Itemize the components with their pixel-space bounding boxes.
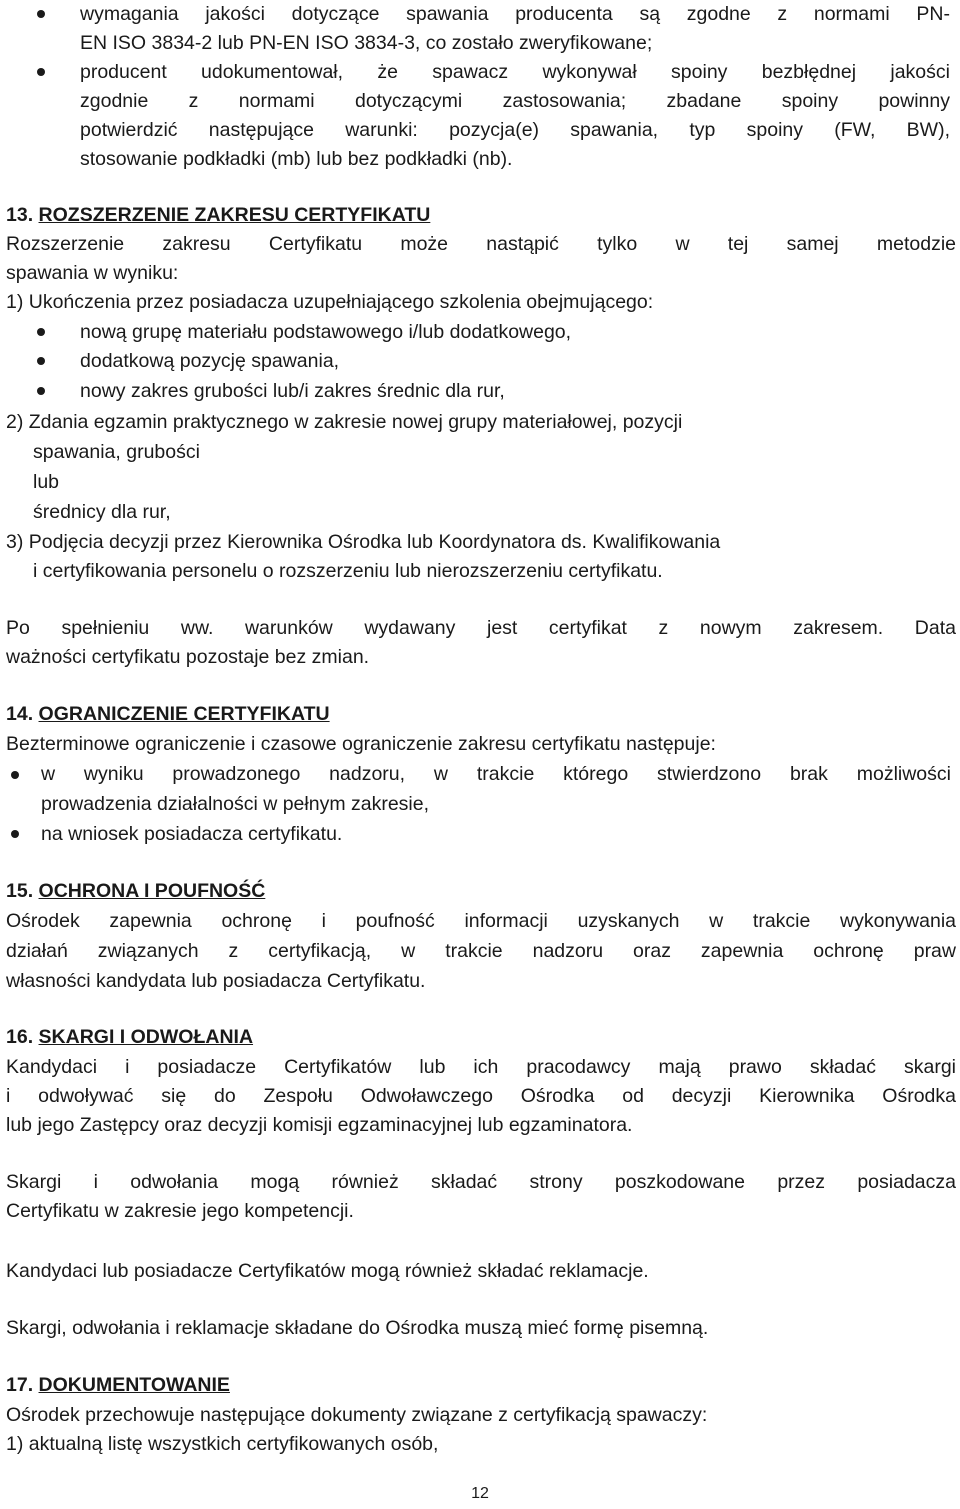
bullet-icon bbox=[37, 68, 45, 76]
list-item: na wniosek posiadacza certyfikatu. bbox=[41, 823, 343, 845]
text-line: producent udokumentował, że spawacz wykonywał spoiny bezbłędnej jakości bbox=[80, 61, 950, 83]
text-line: Bezterminowe ograniczenie i czasowe ograniczenie zakresu certyfikatu następuje: bbox=[6, 733, 716, 755]
text-line: ważności certyfikatu pozostaje bez zmian. bbox=[6, 646, 370, 668]
text-line: wymagania jakości dotyczące spawania producenta są zgodne z normami PN- bbox=[80, 3, 950, 25]
text-line: Skargi i odwołania mogą również składać strony poszkodowane przez posiadacza bbox=[6, 1171, 956, 1193]
text-line: Kandydaci lub posiadacze Certyfikatów mogą również składać reklamacje. bbox=[6, 1260, 649, 1282]
bullet-icon bbox=[37, 328, 45, 336]
section-number: 16. bbox=[6, 1026, 34, 1048]
text-line: Kandydaci i posiadacze Certyfikatów lub ich pracodawcy mają prawo składać skargi bbox=[6, 1056, 956, 1078]
text-line: prowadzenia działalności w pełnym zakresie, bbox=[41, 793, 430, 815]
text-line: lub bbox=[33, 471, 60, 493]
text-line: stosowanie podkładki (mb) lub bez podkładki (nb). bbox=[80, 148, 513, 170]
list-item: 2) Zdania egzamin praktycznego w zakresie nowej grupy materiałowej, pozycji bbox=[6, 411, 683, 433]
text-line: Rozszerzenie zakresu Certyfikatu może nastąpić tylko w tej samej metodzie bbox=[6, 233, 956, 255]
section-heading-16 bbox=[6, 1023, 253, 1052]
text-line: Skargi, odwołania i reklamacje składane do Ośrodka muszą mieć formę pisemną. bbox=[6, 1317, 709, 1339]
list-item: nową grupę materiału podstawowego i/lub dodatkowego, bbox=[80, 321, 572, 343]
section-number: 15. bbox=[6, 880, 34, 902]
text-line: Ośrodek zapewnia ochronę i poufność informacji uzyskanych w trakcie wykonywania bbox=[6, 910, 956, 932]
section-number: 14. bbox=[6, 703, 34, 725]
section-title: ROZSZERZENIE ZAKRESU CERTYFIKATU bbox=[38, 204, 431, 226]
bullet-icon bbox=[37, 10, 45, 18]
text-line: Ośrodek przechowuje następujące dokumenty związane z certyfikacją spawaczy: bbox=[6, 1404, 708, 1426]
list-item: nowy zakres grubości lub/i zakres średnic dla rur, bbox=[80, 380, 505, 402]
list-item: dodatkową pozycję spawania, bbox=[80, 350, 340, 372]
text-line: działań związanych z certyfikacją, w trakcie nadzoru oraz zapewnia ochronę praw bbox=[6, 940, 956, 962]
text-line: Certyfikatu w zakresie jego kompetencji. bbox=[6, 1200, 354, 1222]
list-item: 1) Ukończenia przez posiadacza uzupełniającego szkolenia obejmującego: bbox=[6, 291, 654, 313]
bullet-icon bbox=[37, 357, 45, 365]
text-line: Po spełnieniu ww. warunków wydawany jest certyfikat z nowym zakresem. Data bbox=[6, 617, 956, 639]
text-line: lub jego Zastępcy oraz decyzji komisji egzaminacyjnej lub egzaminatora. bbox=[6, 1114, 633, 1136]
section-heading-13 bbox=[6, 201, 430, 230]
text-line: spawania, grubości bbox=[33, 441, 200, 463]
text-line: zgodnie z normami dotyczącymi zastosowania; zbadane spoiny powinny bbox=[80, 90, 950, 112]
page-number: 12 bbox=[471, 1485, 489, 1502]
text-line: potwierdzić następujące warunki: pozycja(e) spawania, typ spoiny (FW, BW), bbox=[80, 119, 950, 141]
text-line: EN ISO 3834-2 lub PN-EN ISO 3834-3, co zostało zweryfikowane; bbox=[80, 32, 653, 54]
list-item: w wyniku prowadzonego nadzoru, w trakcie którego stwierdzono brak możliwości bbox=[41, 763, 951, 785]
text-line: spawania w wyniku: bbox=[6, 262, 179, 284]
section-number: 13. bbox=[6, 204, 34, 226]
text-line: i odwoływać się do Zespołu Odwoławczego Ośrodka od decyzji Kierownika Ośrodka bbox=[6, 1085, 956, 1107]
section-title: DOKUMENTOWANIE bbox=[38, 1374, 230, 1396]
list-item: 3) Podjęcia decyzji przez Kierownika Ośrodka lub Koordynatora ds. Kwalifikowania bbox=[6, 531, 721, 553]
bullet-icon bbox=[37, 387, 45, 395]
section-heading-14 bbox=[6, 700, 330, 729]
text-line: i certyfikowania personelu o rozszerzeniu lub nierozszerzeniu certyfikatu. bbox=[33, 560, 663, 582]
section-heading-17 bbox=[6, 1371, 230, 1400]
section-heading-15 bbox=[6, 877, 265, 906]
section-number: 17. bbox=[6, 1374, 34, 1396]
list-item: 1) aktualną listę wszystkich certyfikowanych osób, bbox=[6, 1433, 439, 1455]
bullet-icon bbox=[11, 771, 19, 779]
section-title: OCHRONA I POUFNOŚĆ bbox=[38, 880, 266, 902]
bullet-icon bbox=[11, 830, 19, 838]
section-title: SKARGI I ODWOŁANIA bbox=[38, 1026, 254, 1048]
text-line: średnicy dla rur, bbox=[33, 501, 171, 523]
text-line: własności kandydata lub posiadacza Certyfikatu. bbox=[6, 970, 426, 992]
section-title: OGRANICZENIE CERTYFIKATU bbox=[38, 703, 330, 725]
